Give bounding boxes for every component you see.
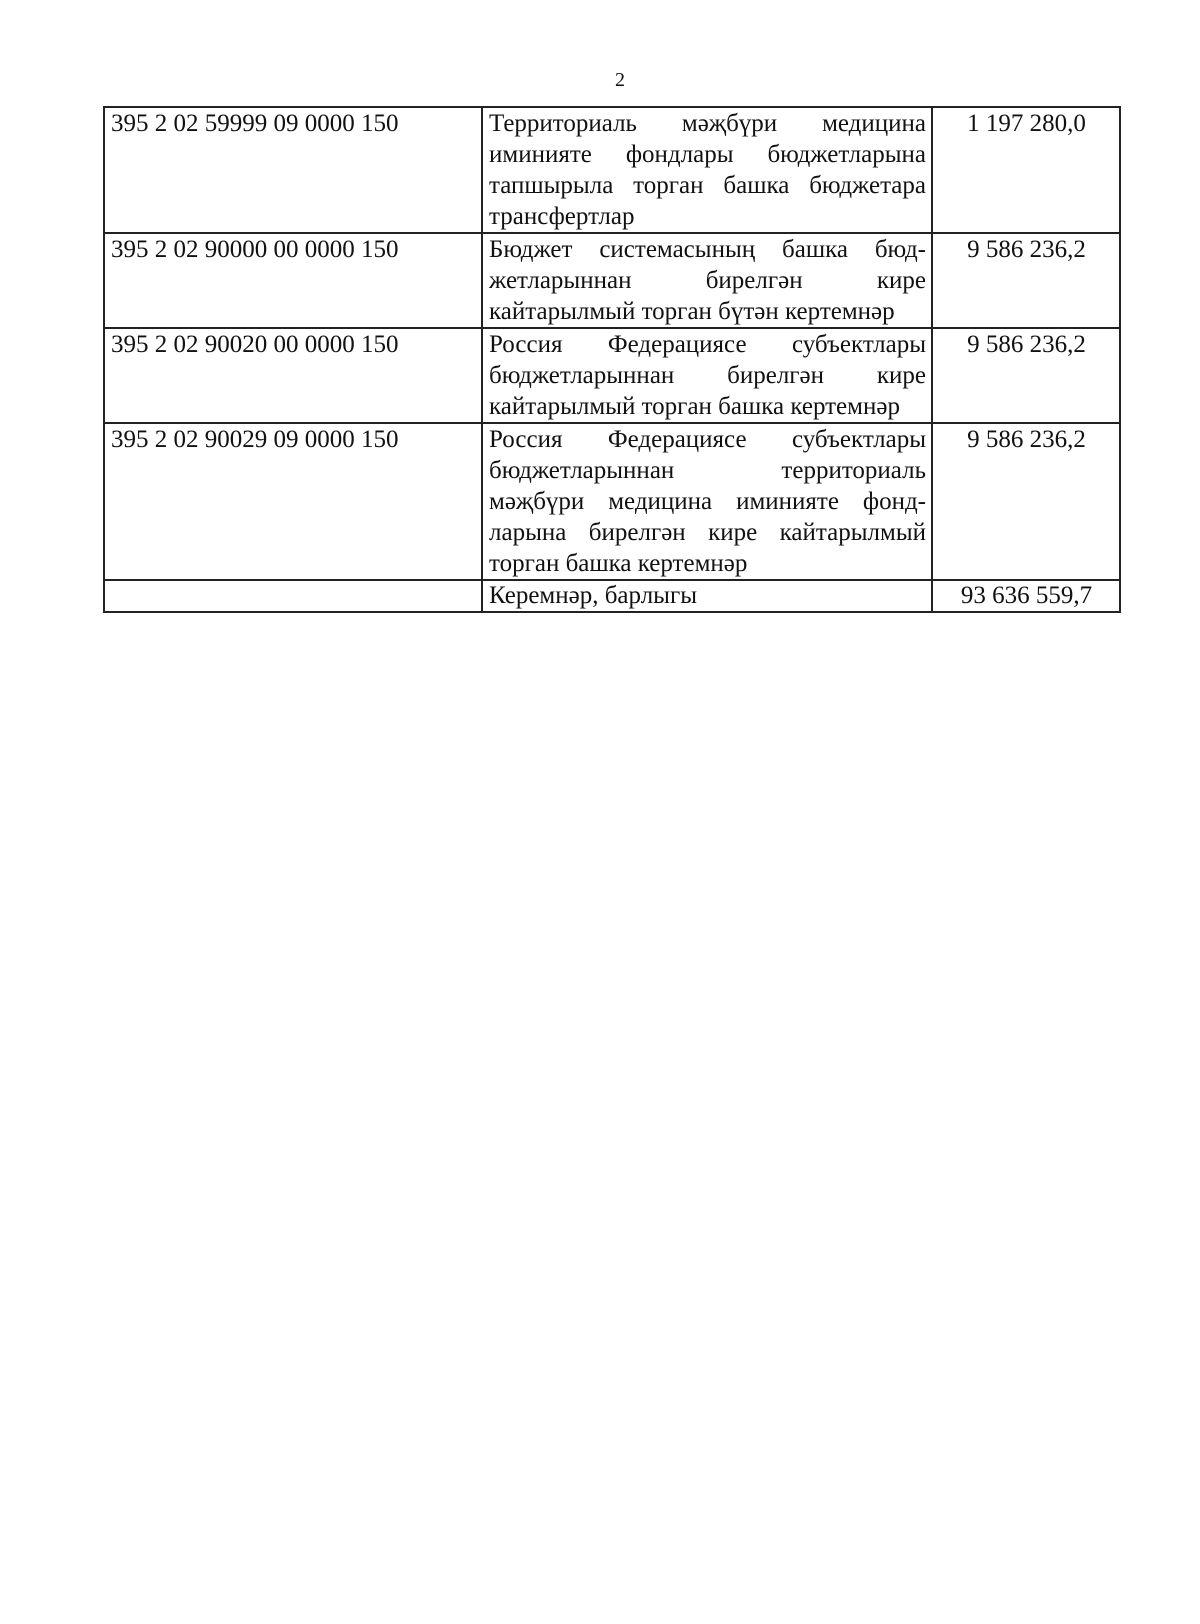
revenue-name-cell: Россия Федерациясе субъектлары бюджетларыннан бирелгән кире кайтарылмый торган башка кертемнәр — [482, 328, 932, 423]
total-row — [104, 580, 1120, 612]
table-row — [104, 423, 1120, 580]
revenue-code-cell: 395 2 02 90000 00 0000 150 — [104, 233, 482, 328]
revenue-code-cell: 395 2 02 90029 09 0000 150 — [104, 423, 482, 580]
revenue-name-cell: Россия Федерациясе субъектлары бюджетларыннан территориаль мәҗбүри медицина иминияте фонд-ларына бирелгән кире кайтарылмый торган башка кертемнәр — [482, 423, 932, 580]
amount-cell: 9 586 236,2 — [932, 328, 1120, 423]
table-row — [104, 328, 1120, 423]
revenue-name-cell: Бюджет системасының башка бюд-жетларыннан бирелгән кире кайтарылмый торган бүтән кертемнәр — [482, 233, 932, 328]
page-number: 2 — [615, 69, 625, 91]
total-code-cell — [104, 580, 482, 612]
revenue-name-cell: Территориаль мәҗбүри медицина иминияте фондлары бюджетларына тапшырыла торган башка бюджетара трансфертлар — [482, 107, 932, 233]
amount-cell: 9 586 236,2 — [932, 423, 1120, 580]
total-label-cell: Керемнәр, барлыгы — [482, 580, 932, 612]
budget-table — [103, 106, 1121, 613]
amount-cell: 1 197 280,0 — [932, 107, 1120, 233]
table-row — [104, 233, 1120, 328]
table-row — [104, 107, 1120, 233]
revenue-code-cell: 395 2 02 59999 09 0000 150 — [104, 107, 482, 233]
total-amount-cell: 93 636 559,7 — [932, 580, 1120, 612]
revenue-code-cell: 395 2 02 90020 00 0000 150 — [104, 328, 482, 423]
amount-cell: 9 586 236,2 — [932, 233, 1120, 328]
budget-table-container — [103, 106, 1119, 613]
